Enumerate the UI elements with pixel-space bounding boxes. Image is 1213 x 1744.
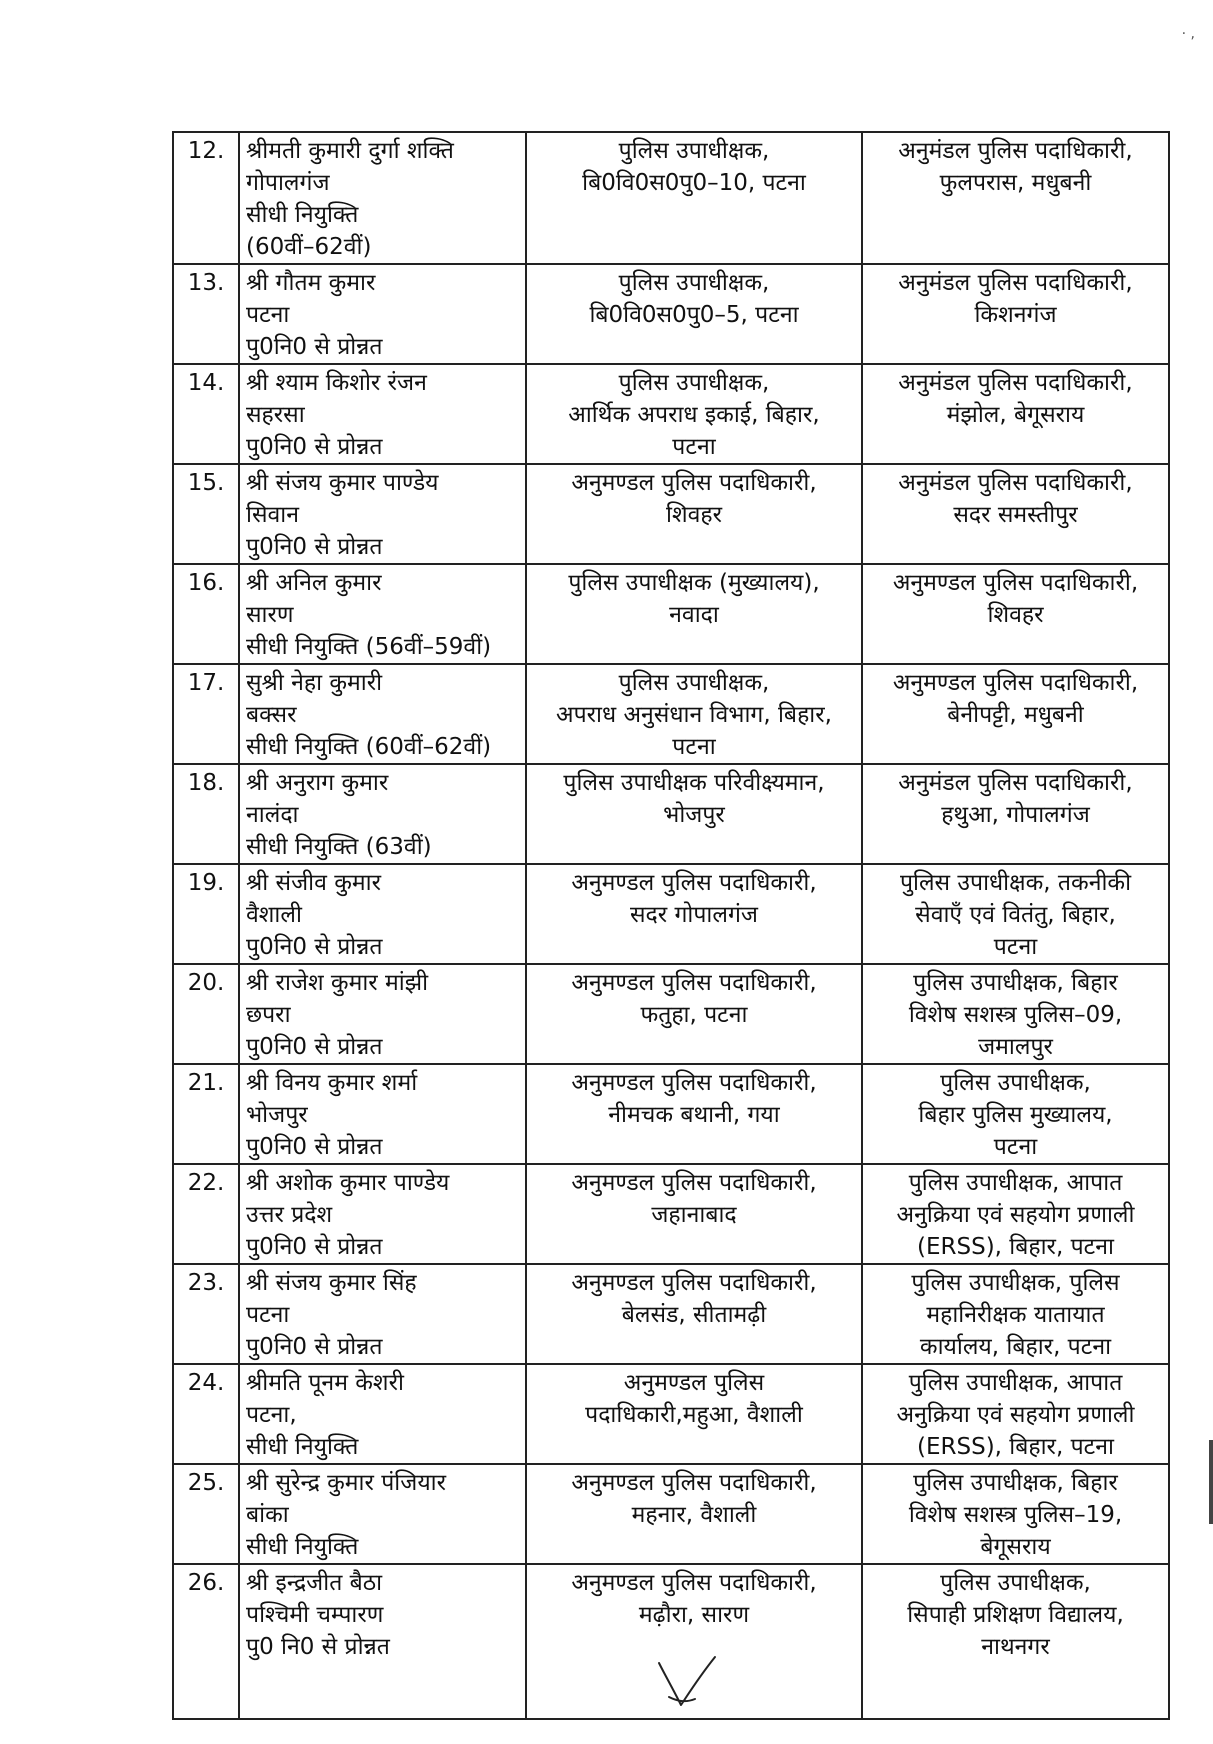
officer-details-line: श्री विनय कुमार शर्मा [246, 1070, 418, 1096]
officer-details-line: बांका [246, 1502, 289, 1528]
officer-details-line: पु0नि0 से प्रोन्नत [246, 934, 383, 960]
current-posting-line: अनुमण्डल पुलिस पदाधिकारी, [571, 1570, 817, 1596]
current-posting-line: अनुमण्डल पुलिस पदाधिकारी, [571, 1470, 817, 1496]
officer-details-line: श्री राजेश कुमार मांझी [246, 970, 429, 996]
new-posting-line: (ERSS), बिहार, पटना [917, 1234, 1114, 1260]
new-posting-line: नाथनगर [981, 1634, 1050, 1660]
new-posting-line: पुलिस उपाधीक्षक, बिहार [913, 1470, 1118, 1496]
new-posting-line: बेनीपट्टी, मधुबनी [947, 702, 1084, 728]
scan-mark: · , [1181, 26, 1195, 42]
new-posting-line: पुलिस उपाधीक्षक, बिहार [913, 970, 1118, 996]
officer-details-line: भोजपुर [246, 1102, 308, 1128]
officer-details-line: सीधी नियुक्ति (63वीं) [246, 834, 432, 860]
officer-details [239, 1564, 526, 1719]
serial-number: 16. [173, 564, 239, 664]
serial-number: 19. [173, 864, 239, 964]
new-posting [862, 664, 1169, 764]
current-posting [526, 1464, 862, 1564]
new-posting [862, 564, 1169, 664]
officer-details-line: उत्तर प्रदेश [246, 1202, 333, 1228]
new-posting [862, 132, 1169, 264]
officer-details-line: श्री गौतम कुमार [246, 270, 376, 296]
new-posting-line: अनुमंडल पुलिस पदाधिकारी, [898, 370, 1133, 396]
new-posting-line: महानिरीक्षक यातायात [926, 1302, 1105, 1328]
new-posting-line: पुलिस उपाधीक्षक, आपात [908, 1370, 1123, 1396]
new-posting-line: पुलिस उपाधीक्षक, [940, 1070, 1091, 1096]
officer-details-line: श्री अनिल कुमार [246, 570, 382, 596]
serial-number: 21. [173, 1064, 239, 1164]
officer-details-line: पश्चिमी चम्पारण [246, 1602, 384, 1628]
serial-number: 23. [173, 1264, 239, 1364]
officer-details-line: पु0नि0 से प्रोन्नत [246, 434, 383, 460]
table-row [173, 132, 1169, 264]
officer-details-line: श्री सुरेन्द्र कुमार पंजियार [246, 1470, 447, 1496]
current-posting-line: नवादा [669, 602, 719, 628]
serial-number: 12. [173, 132, 239, 264]
new-posting-line: अनुमण्डल पुलिस पदाधिकारी, [892, 570, 1139, 596]
new-posting-line: (ERSS), बिहार, पटना [917, 1434, 1114, 1460]
officer-details-line: श्री संजय कुमार पाण्डेय [246, 470, 439, 496]
current-posting-line: महनार, वैशाली [631, 1502, 757, 1528]
officer-details-line: सीधी नियुक्ति [246, 202, 359, 228]
officer-details-line: पु0नि0 से प्रोन्नत [246, 1234, 383, 1260]
officer-details-line: पु0नि0 से प्रोन्नत [246, 334, 383, 360]
new-posting-line: पुलिस उपाधीक्षक, पुलिस [911, 1270, 1120, 1296]
officer-details-line: पु0नि0 से प्रोन्नत [246, 1134, 383, 1160]
officer-details-line: बक्सर [246, 702, 297, 728]
table-row [173, 464, 1169, 564]
new-posting [862, 1164, 1169, 1264]
new-posting-line: अनुमंडल पुलिस पदाधिकारी, [898, 770, 1133, 796]
serial-number: 22. [173, 1164, 239, 1264]
new-posting [862, 1564, 1169, 1719]
new-posting-line: पटना [993, 934, 1038, 960]
new-posting-line: अनुक्रिया एवं सहयोग प्रणाली [896, 1202, 1135, 1228]
new-posting [862, 264, 1169, 364]
serial-number: 24. [173, 1364, 239, 1464]
officer-details-line: सुश्री नेहा कुमारी [246, 670, 383, 696]
officer-details-line: नालंदा [246, 802, 299, 828]
transfer-table-body [173, 132, 1169, 1719]
current-posting [526, 964, 862, 1064]
current-posting-line: पटना [672, 734, 716, 760]
officer-details-line: (60वीं–62वीं) [246, 234, 372, 260]
new-posting [862, 1364, 1169, 1464]
table-row [173, 1064, 1169, 1164]
table-row [173, 964, 1169, 1064]
new-posting-line: विशेष सशस्त्र पुलिस–09, [908, 1002, 1123, 1028]
officer-details-line: श्री अनुराग कुमार [246, 770, 389, 796]
new-posting-line: मंझोल, बेगूसराय [946, 402, 1085, 428]
new-posting [862, 1464, 1169, 1564]
table-row [173, 764, 1169, 864]
officer-details-line: वैशाली [246, 902, 302, 928]
new-posting [862, 864, 1169, 964]
new-posting-line: पुलिस उपाधीक्षक, आपात [908, 1170, 1123, 1196]
current-posting [526, 264, 862, 364]
current-posting-line: बि0वि0स0पु0–10, पटना [582, 170, 806, 196]
serial-number: 14. [173, 364, 239, 464]
table-row [173, 864, 1169, 964]
table-row [173, 1364, 1169, 1464]
new-posting-line: अनुमंडल पुलिस पदाधिकारी, [898, 270, 1133, 296]
officer-details-line: सारण [246, 602, 294, 628]
officer-details-line: श्री संजीव कुमार [246, 870, 382, 896]
officer-details-line: पटना [246, 1302, 290, 1328]
officer-details [239, 1064, 526, 1164]
serial-number: 20. [173, 964, 239, 1064]
table-row [173, 264, 1169, 364]
officer-details [239, 1164, 526, 1264]
current-posting-line: जहानाबाद [651, 1202, 737, 1228]
current-posting-line: पुलिस उपाधीक्षक, [618, 370, 770, 396]
officer-details-line: पु0नि0 से प्रोन्नत [246, 1334, 383, 1360]
current-posting-line: अपराध अनुसंधान विभाग, बिहार, [556, 702, 832, 728]
current-posting-line: मढ़ौरा, सारण [638, 1602, 750, 1628]
new-posting-line: हथुआ, गोपालगंज [941, 802, 1090, 828]
officer-details [239, 364, 526, 464]
current-posting-line: आर्थिक अपराध इकाई, बिहार, [568, 402, 820, 428]
new-posting-line: बिहार पुलिस मुख्यालय, [918, 1102, 1113, 1128]
current-posting-line: पुलिस उपाधीक्षक (मुख्यालय), [568, 570, 820, 596]
officer-details-line: पटना [246, 302, 290, 328]
new-posting-line: किशनगंज [974, 302, 1057, 328]
new-posting [862, 1264, 1169, 1364]
new-posting-line: कार्यालय, बिहार, पटना [919, 1334, 1112, 1360]
officer-details [239, 864, 526, 964]
signature-icon [655, 1655, 725, 1725]
officer-details-line: श्रीमती कुमारी दुर्गा शक्ति [246, 138, 454, 164]
officer-details-line: सीधी नियुक्ति (60वीं–62वीं) [246, 734, 492, 760]
officer-details [239, 132, 526, 264]
officer-details [239, 664, 526, 764]
current-posting-line: अनुमण्डल पुलिस पदाधिकारी, [571, 1170, 817, 1196]
officer-details-line: सीधी नियुक्ति [246, 1434, 359, 1460]
officer-details-line: सिवान [246, 502, 300, 528]
current-posting [526, 564, 862, 664]
current-posting [526, 1064, 862, 1164]
officer-details-line: पटना, [246, 1402, 297, 1428]
current-posting-line: शिवहर [665, 502, 722, 528]
officer-details-line: श्रीमति पूनम केशरी [246, 1370, 404, 1396]
new-posting [862, 464, 1169, 564]
officer-details-line: पु0 नि0 से प्रोन्नत [246, 1634, 390, 1660]
officer-details-line: श्री इन्द्रजीत बैठा [246, 1570, 383, 1596]
current-posting [526, 464, 862, 564]
serial-number: 13. [173, 264, 239, 364]
current-posting [526, 864, 862, 964]
table-row [173, 364, 1169, 464]
officer-details-line: पु0नि0 से प्रोन्नत [246, 1034, 383, 1060]
officer-details-line: गोपालगंज [246, 170, 330, 196]
current-posting-line: पटना [672, 434, 716, 460]
current-posting-line: अनुमण्डल पुलिस पदाधिकारी, [571, 870, 817, 896]
current-posting [526, 1364, 862, 1464]
officer-details [239, 564, 526, 664]
new-posting-line: पुलिस उपाधीक्षक, तकनीकी [899, 870, 1132, 896]
new-posting-line: अनुमण्डल पुलिस पदाधिकारी, [892, 670, 1139, 696]
officer-details [239, 264, 526, 364]
table-row [173, 664, 1169, 764]
new-posting [862, 364, 1169, 464]
officer-details [239, 464, 526, 564]
new-posting [862, 764, 1169, 864]
new-posting-line: पटना [993, 1134, 1038, 1160]
new-posting-line: शिवहर [987, 602, 1044, 628]
officer-details [239, 1364, 526, 1464]
officer-details-line: श्री संजय कुमार सिंह [246, 1270, 417, 1296]
transfer-table [172, 131, 1170, 1720]
current-posting-line: अनुमण्डल पुलिस [623, 1370, 765, 1396]
current-posting-line: अनुमण्डल पुलिस पदाधिकारी, [571, 470, 817, 496]
new-posting-line: फुलपरास, मधुबनी [939, 170, 1092, 196]
current-posting-line: नीमचक बथानी, गया [608, 1102, 780, 1128]
new-posting-line: सिपाही प्रशिक्षण विद्यालय, [907, 1602, 1124, 1628]
serial-number: 15. [173, 464, 239, 564]
officer-details [239, 764, 526, 864]
officer-details-line: श्री श्याम किशोर रंजन [246, 370, 427, 396]
new-posting-line: विशेष सशस्त्र पुलिस–19, [908, 1502, 1123, 1528]
current-posting-line: पदाधिकारी,महुआ, वैशाली [585, 1402, 803, 1428]
current-posting [526, 364, 862, 464]
officer-details-line: पु0नि0 से प्रोन्नत [246, 534, 383, 560]
current-posting [526, 664, 862, 764]
table-row [173, 1264, 1169, 1364]
new-posting-line: बेगूसराय [980, 1534, 1051, 1560]
current-posting [526, 764, 862, 864]
new-posting-line: अनुमंडल पुलिस पदाधिकारी, [898, 470, 1133, 496]
serial-number: 25. [173, 1464, 239, 1564]
current-posting-line: पुलिस उपाधीक्षक, [618, 138, 770, 164]
current-posting-line: अनुमण्डल पुलिस पदाधिकारी, [571, 1270, 817, 1296]
current-posting-line: अनुमण्डल पुलिस पदाधिकारी, [571, 1070, 817, 1096]
officer-details [239, 964, 526, 1064]
current-posting [526, 132, 862, 264]
serial-number: 17. [173, 664, 239, 764]
current-posting-line: पुलिस उपाधीक्षक, [618, 270, 770, 296]
officer-details-line: श्री अशोक कुमार पाण्डेय [246, 1170, 450, 1196]
current-posting-line: बेलसंड, सीतामढ़ी [621, 1302, 767, 1328]
current-posting [526, 1164, 862, 1264]
table-row [173, 1464, 1169, 1564]
scan-edge-mark [1209, 1440, 1213, 1524]
officer-details [239, 1264, 526, 1364]
current-posting [526, 1264, 862, 1364]
serial-number: 18. [173, 764, 239, 864]
serial-number: 26. [173, 1564, 239, 1719]
current-posting-line: भोजपुर [663, 802, 725, 828]
current-posting-line: पुलिस उपाधीक्षक, [618, 670, 770, 696]
current-posting-line: सदर गोपालगंज [629, 902, 758, 928]
officer-details-line: सीधी नियुक्ति [246, 1534, 359, 1560]
new-posting [862, 1064, 1169, 1164]
new-posting-line: अनुमंडल पुलिस पदाधिकारी, [898, 138, 1133, 164]
new-posting [862, 964, 1169, 1064]
current-posting-line: बि0वि0स0पु0–5, पटना [589, 302, 799, 328]
table-row [173, 564, 1169, 664]
new-posting-line: सदर समस्तीपुर [953, 502, 1078, 528]
current-posting-line: अनुमण्डल पुलिस पदाधिकारी, [571, 970, 817, 996]
new-posting-line: सेवाएँ एवं वितंतु, बिहार, [915, 902, 1116, 928]
current-posting-line: फतुहा, पटना [640, 1002, 748, 1028]
officer-details-line: सीधी नियुक्ति (56वीं–59वीं) [246, 634, 492, 660]
officer-details [239, 1464, 526, 1564]
new-posting-line: अनुक्रिया एवं सहयोग प्रणाली [896, 1402, 1135, 1428]
new-posting-line: पुलिस उपाधीक्षक, [940, 1570, 1091, 1596]
table-row [173, 1164, 1169, 1264]
officer-details-line: सहरसा [246, 402, 305, 428]
new-posting-line: जमालपुर [978, 1034, 1053, 1060]
officer-details-line: छपरा [246, 1002, 291, 1028]
current-posting-line: पुलिस उपाधीक्षक परिवीक्ष्यमान, [563, 770, 825, 796]
